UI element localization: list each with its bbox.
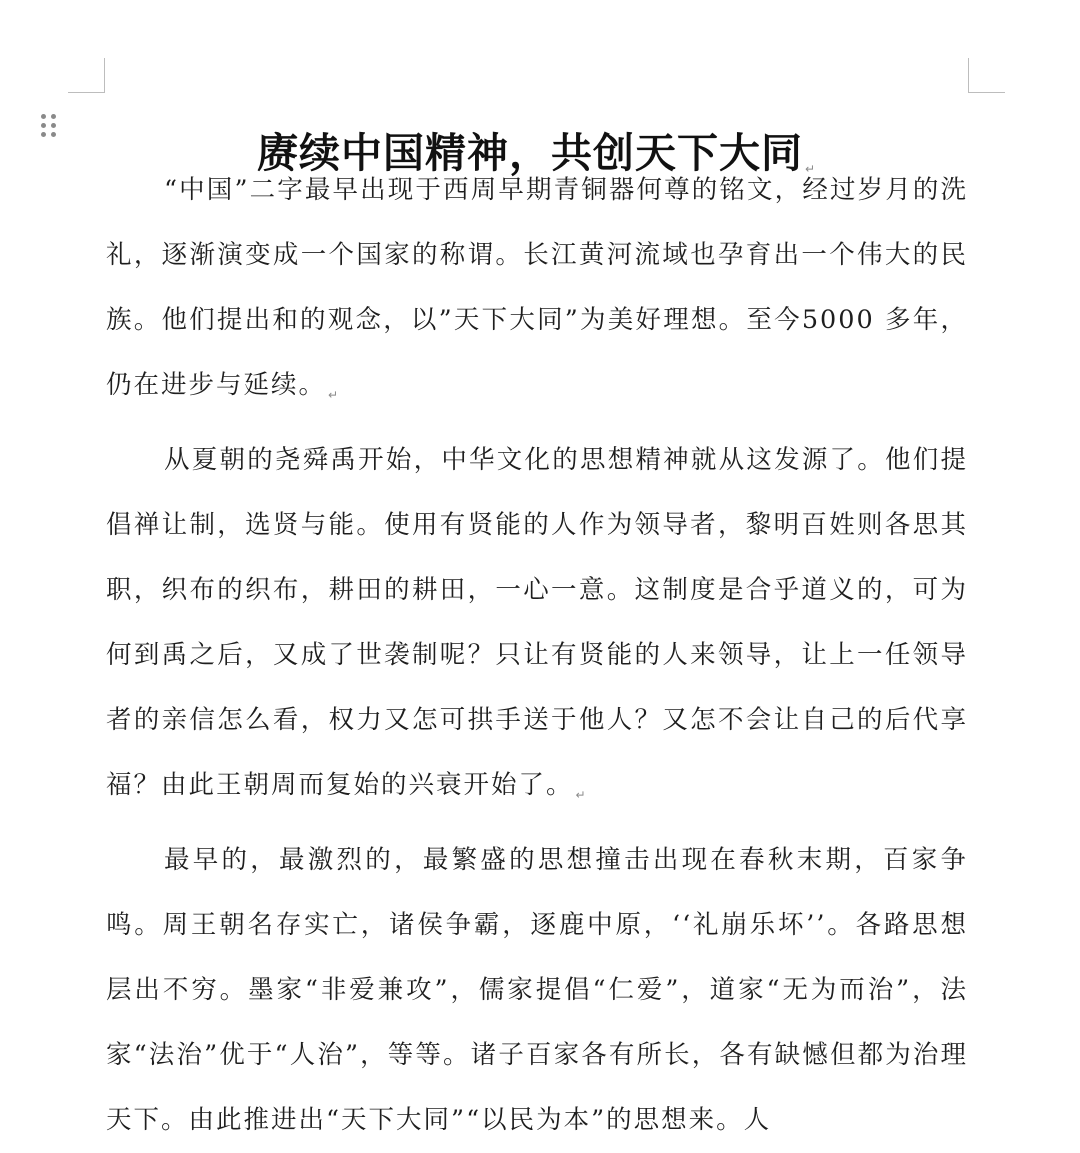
document-body[interactable] (106, 158, 968, 1153)
paragraph-mark-icon: ↵ (575, 788, 586, 802)
drag-handle-icon[interactable] (41, 114, 57, 138)
paragraph-mark-icon: ↵ (804, 162, 816, 177)
paragraph-1[interactable] (106, 158, 968, 428)
document-title-text: 赓续中国精神，共创天下大同 (256, 129, 803, 178)
top-left-margin-marker (68, 58, 105, 93)
paragraph-3[interactable] (106, 828, 968, 1153)
paragraph-mark-icon: ↵ (328, 388, 339, 402)
paragraph-1-text: “中国”二字最早出现于西周早期青铜器何尊的铭文，经过岁月的洗礼，逐渐演变成一个国家的称谓。长江黄河流域也孕育出一个伟大的民族。他们提出和的观念，以”天下大同”为美好理想。至今5000 多年，仍在进步与延续。 (106, 175, 968, 400)
paragraph-2[interactable] (106, 428, 968, 828)
paragraph-2-text: 从夏朝的尧舜禹开始，中华文化的思想精神就从这发源了。他们提倡禅让制，选贤与能。使用有贤能的人作为领导者，黎明百姓则各思其职，织布的织布，耕田的耕田，一心一意。这制度是合乎道义的，可为何到禹之后，又成了世袭制呢？只让有贤能的人来领导，让上一任领导者的亲信怎么看，权力又怎可拱手送于他人？又怎不会让自己的后代享福？由此王朝周而复始的兴衰开始了。 (106, 445, 968, 800)
paragraph-3-text: 最早的，最激烈的，最繁盛的思想撞击出现在春秋末期，百家争鸣。周王朝名存实亡，诸侯争霸，逐鹿中原，‘‘礼崩乐坏’’。各路思想层出不穷。墨家“非爱兼攻”，儒家提倡“仁爱”，道家“无为而治”，法家“法治”优于“人治”，等等。诸子百家各有所长，各有缺憾但都为治理天下。由此推进出“天下大同”“以民为本”的思想来。人 (106, 845, 968, 1135)
top-right-margin-marker (968, 58, 1005, 93)
